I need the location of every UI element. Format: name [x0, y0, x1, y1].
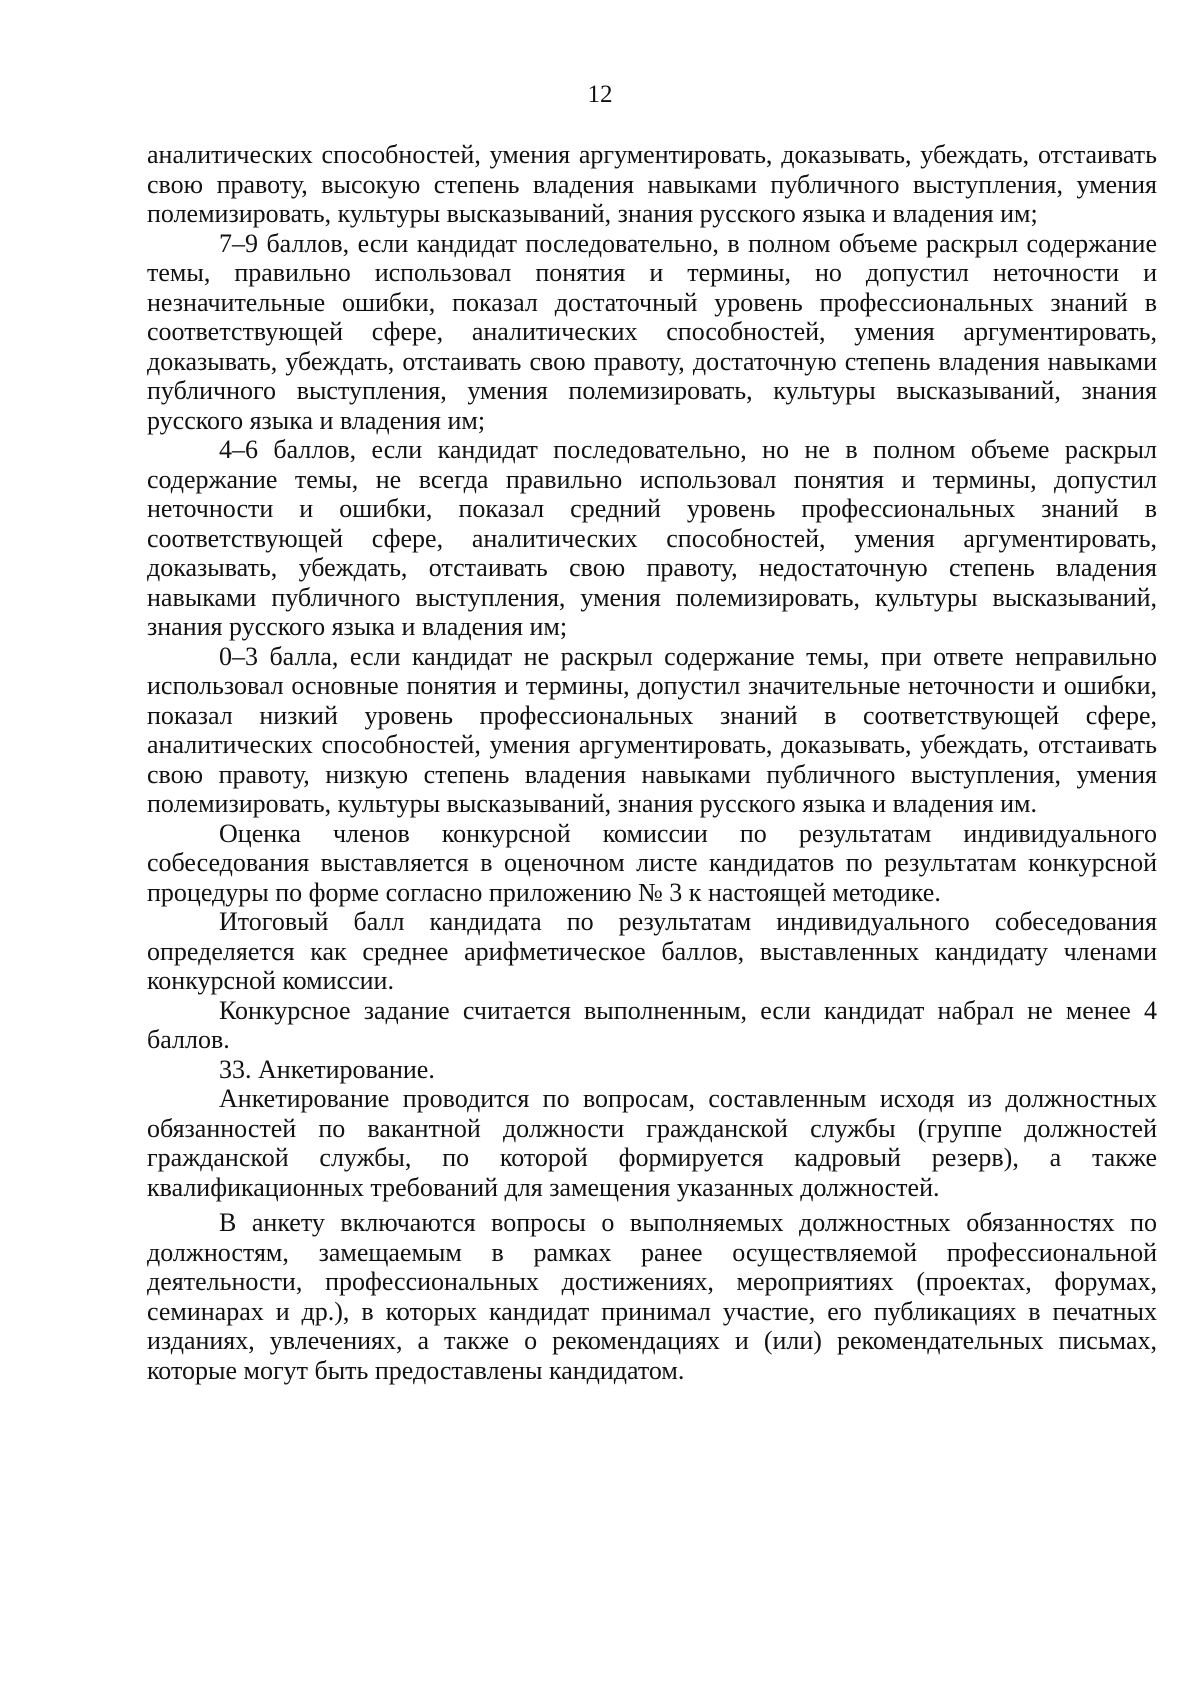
paragraph-evaluation-sheet: Оценка членов конкурсной комиссии по результатам индивидуального собеседования выставляется в оценочном листе кандидатов по результатам конкурсной процедуры по форме согласно приложению № 3 к настоящей методике.	[147, 818, 1157, 907]
paragraph-final-score: Итоговый балл кандидата по результатам индивидуального собеседования определяется как среднее арифметическое баллов, выставленных кандидату членами конкурсной комиссии.	[147, 907, 1157, 995]
paragraph-continuation-high-score: аналитических способностей, умения аргументировать, доказывать, убеждать, отстаивать свою правоту, высокую степень владения навыками публичного выступления, умения полемизировать, культуры высказываний, знания русского языка и владения им;	[147, 140, 1157, 228]
paragraph-questionnaire-basis: Анкетирование проводится по вопросам, составленным исходя из должностных обязанностей по вакантной должности гражданской службы (группе должностей гражданской службы, по которой формируется кадровый резерв), а также квалификационных требований для замещения указанных должностей.	[147, 1084, 1157, 1202]
paragraph-score-7-9: 7–9 баллов, если кандидат последовательно, в полном объеме раскрыл содержание темы, правильно использовал понятия и термины, но допустил неточности и незначительные ошибки, показал достаточный уровень профессиональных знаний в соответствующей сфере, аналитических способностей, умения аргументировать, доказывать, убеждать, отстаивать свою правоту, достаточную степень владения навыками публичного выступления, умения полемизировать, культуры высказываний, знания русского языка и владения им;	[147, 228, 1157, 435]
document-body	[147, 140, 1157, 1385]
paragraph-score-4-6: 4–6 баллов, если кандидат последовательно, но не в полном объеме раскрыл содержание темы, не всегда правильно использовал понятия и термины, допустил неточности и ошибки, показал средний уровень профессиональных знаний в соответствующей сфере, аналитических способностей, умения аргументировать, доказывать, убеждать, отстаивать свою правоту, недостаточную степень владения навыками публичного выступления, умения полемизировать, культуры высказываний, знания русского языка и владения им;	[147, 435, 1157, 641]
paragraph-task-completed: Конкурсное задание считается выполненным, если кандидат набрал не менее 4 баллов.	[147, 995, 1157, 1054]
paragraph-questionnaire-content: В анкету включаются вопросы о выполняемых должностных обязанностях по должностям, замещаемым в рамках ранее осуществляемой профессиональной деятельности, профессиональных достижениях, мероприятиях (проектах, форумах, семинарах и др.), в которых кандидат принимал участие, его публикациях в печатных изданиях, увлечениях, а также о рекомендациях и (или) рекомендательных письмах, которые могут быть предоставлены кандидатом.	[147, 1208, 1157, 1385]
page-number: 12	[587, 81, 613, 108]
section-heading-questionnaire: 33. Анкетирование.	[219, 1054, 435, 1084]
paragraph-score-0-3: 0–3 балла, если кандидат не раскрыл содержание темы, при ответе неправильно использовал основные понятия и термины, допустил значительные неточности и ошибки, показал низкий уровень профессиональных знаний в соответствующей сфере, аналитических способностей, умения аргументировать, доказывать, убеждать, отстаивать свою правоту, низкую степень владения навыками публичного выступления, умения полемизировать, культуры высказываний, знания русского языка и владения им.	[147, 641, 1157, 818]
